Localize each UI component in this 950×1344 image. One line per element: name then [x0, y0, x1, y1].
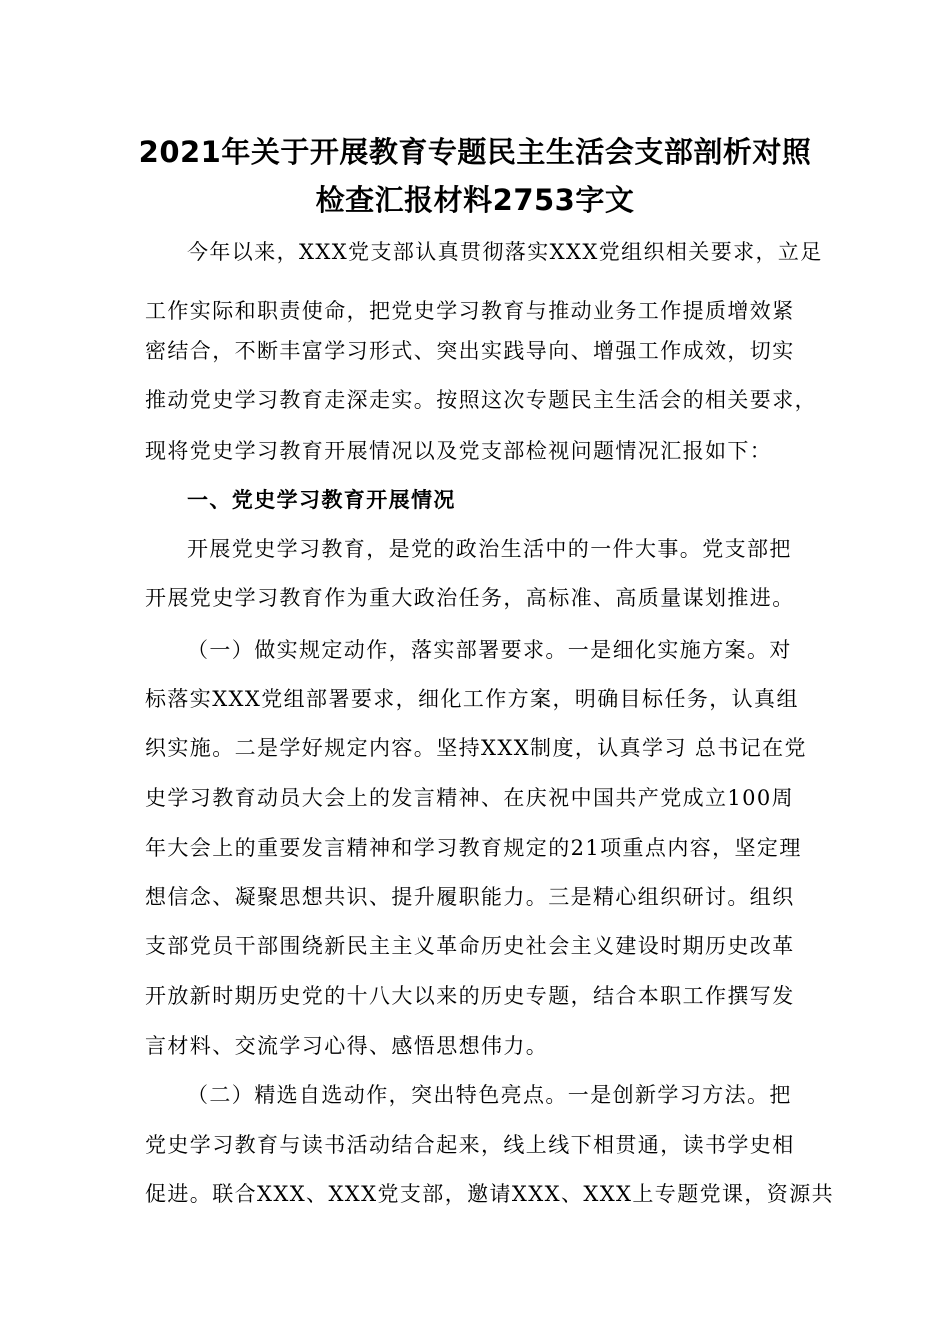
- paragraph-line: 开展党史学习教育作为重大政治任务，高标准、高质量谋划推进。: [145, 586, 795, 610]
- paragraph-line: 标落实XXX党组部署要求，细化工作方案，明确目标任务，认真组: [145, 687, 799, 711]
- paragraph-line: 开放新时期历史党的十八大以来的历史专题，结合本职工作撰写发: [145, 984, 795, 1008]
- paragraph-line: 织实施。二是学好规定内容。坚持XXX制度，认真学习 总书记在党: [145, 736, 807, 760]
- paragraph-line: （二）精选自选动作，突出特色亮点。一是创新学习方法。把: [187, 1083, 792, 1107]
- section-heading: 一、党史学习教育开展情况: [187, 488, 456, 512]
- paragraph-line: 想信念、凝聚思想共识、提升履职能力。三是精心组织研讨。组织: [145, 885, 795, 909]
- document-title-line-1: 2021年关于开展教育专题民主生活会支部剖析对照: [138, 135, 812, 169]
- paragraph-line: （一）做实规定动作，落实部署要求。一是细化实施方案。对: [187, 638, 792, 662]
- document-title-line-2: 检查汇报材料2753字文: [315, 183, 635, 217]
- paragraph-line: 今年以来，XXX党支部认真贯彻落实XXX党组织相关要求，立足: [187, 240, 823, 264]
- paragraph-line: 支部党员干部围绕新民主主义革命历史社会主义建设时期历史改革: [145, 934, 795, 958]
- paragraph-line: 促进。联合XXX、XXX党支部，邀请XXX、XXX上专题党课，资源共: [145, 1182, 835, 1206]
- paragraph-line: 年大会上的重要发言精神和学习教育规定的21项重点内容，坚定理: [145, 836, 802, 860]
- paragraph-line: 开展党史学习教育，是党的政治生活中的一件大事。党支部把: [187, 537, 792, 561]
- paragraph-line: 密结合，不断丰富学习形式、突出实践导向、增强工作成效，切实: [145, 339, 795, 363]
- paragraph-line: 推动党史学习教育走深走实。按照这次专题民主生活会的相关要求，: [145, 388, 817, 412]
- paragraph-line: 言材料、交流学习心得、感悟思想伟力。: [145, 1034, 549, 1058]
- paragraph-line: 现将党史学习教育开展情况以及党支部检视问题情况汇报如下：: [145, 439, 773, 463]
- paragraph-line: 党史学习教育与读书活动结合起来，线上线下相贯通，读书学史相: [145, 1133, 795, 1157]
- paragraph-line: 工作实际和职责使命，把党史学习教育与推动业务工作提质增效紧: [145, 299, 795, 323]
- paragraph-line: 史学习教育动员大会上的发言精神、在庆祝中国共产党成立100周: [145, 786, 795, 810]
